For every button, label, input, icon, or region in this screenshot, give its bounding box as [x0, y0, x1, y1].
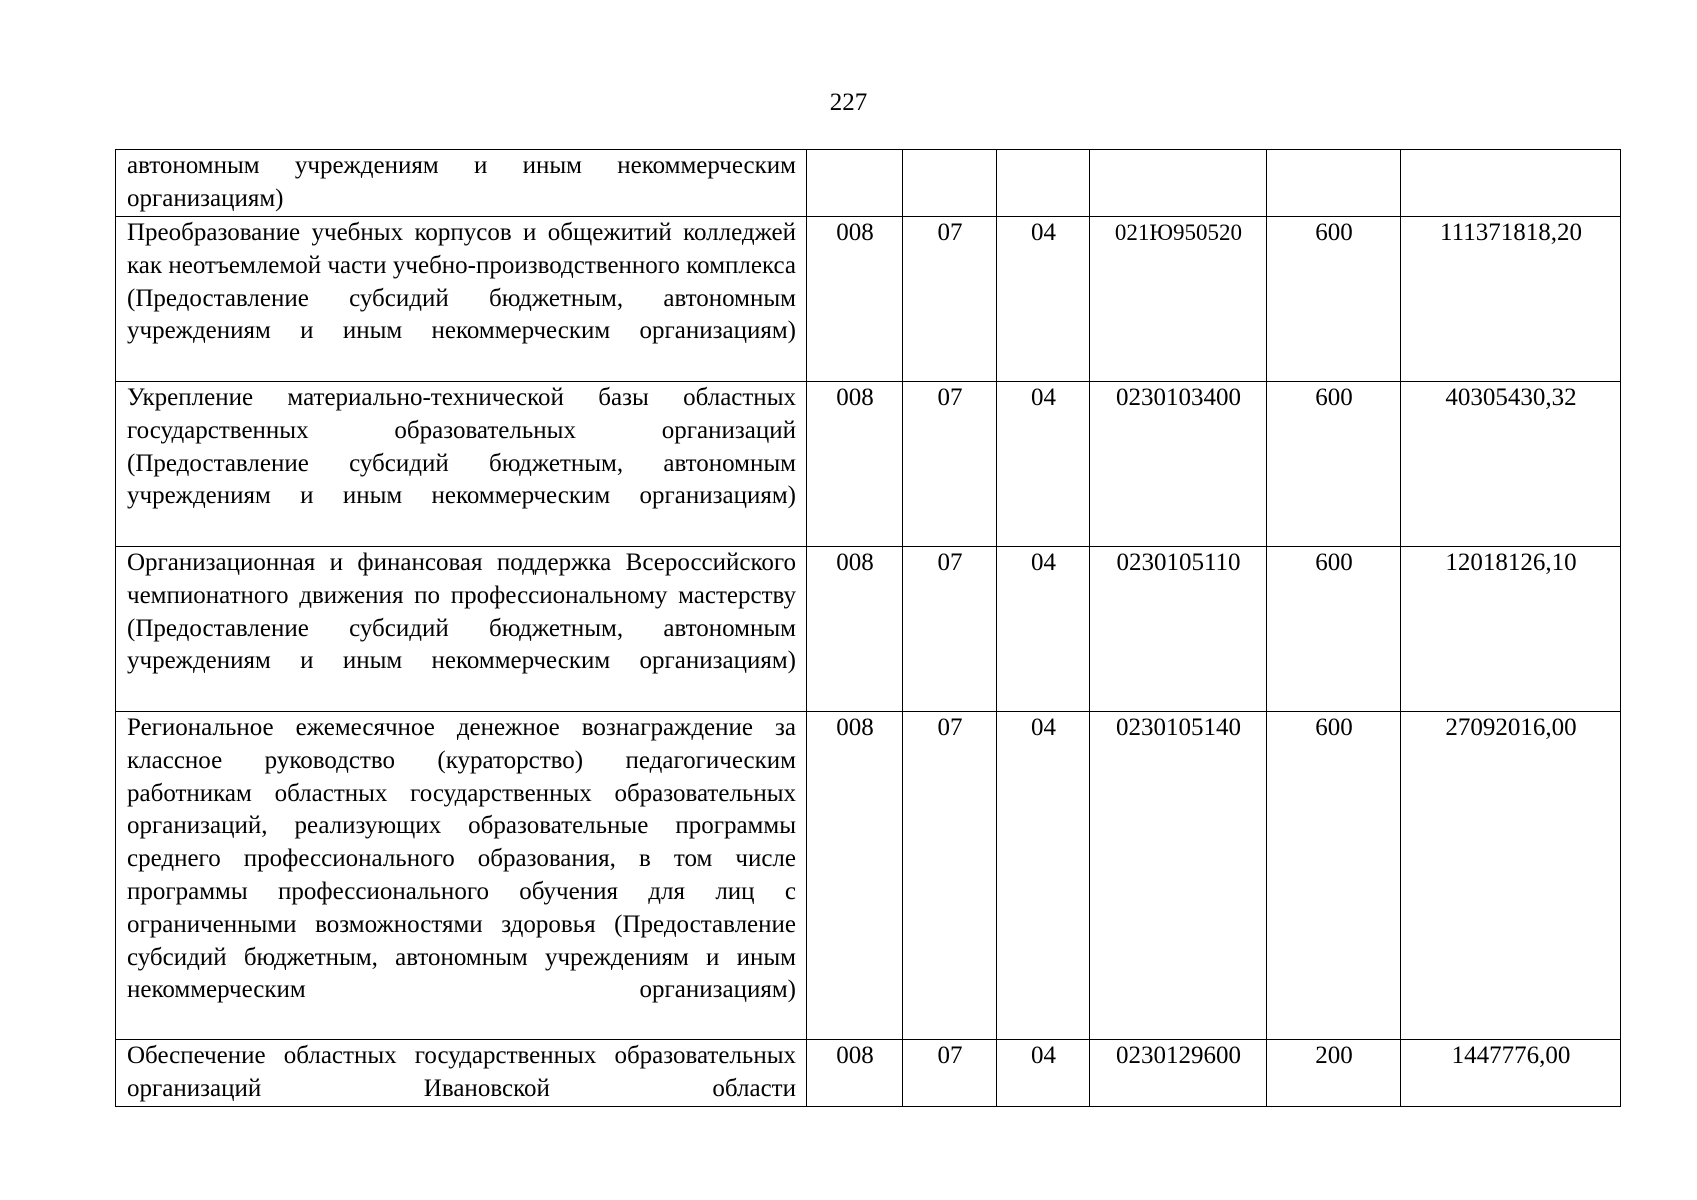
target-article-code	[1090, 150, 1267, 217]
ministry-code: 008	[807, 1040, 903, 1107]
ministry-code	[807, 150, 903, 217]
page-number: 227	[829, 89, 868, 116]
amount-value: 111371818,20	[1401, 217, 1621, 382]
table-row	[116, 382, 1621, 547]
amount-value: 27092016,00	[1401, 712, 1621, 1040]
target-article-code: 0230129600	[1090, 1040, 1267, 1107]
expense-type-code	[1267, 150, 1401, 217]
row-description: Региональное ежемесячное денежное вознаграждение за классное руководство (кураторство) педагогическим работникам областных государственных образовательных организаций, реализующих образовательные программы среднего профессионального образования, в том числе программы профессионального обучения для лиц с ограниченными возможностями здоровья (Предоставление субсидий бюджетным, автономным учреждениям и иным некоммерческим организациям)	[116, 712, 807, 1040]
target-article-code: 0230103400	[1090, 382, 1267, 547]
table-row	[116, 217, 1621, 382]
budget-table	[115, 149, 1621, 1107]
target-article-code: 0230105140	[1090, 712, 1267, 1040]
table-row	[116, 1040, 1621, 1107]
table-row	[116, 150, 1621, 217]
expense-type-code: 600	[1267, 712, 1401, 1040]
section-code: 07	[903, 217, 997, 382]
amount-value: 40305430,32	[1401, 382, 1621, 547]
expense-type-code: 200	[1267, 1040, 1401, 1107]
subsection-code: 04	[997, 217, 1090, 382]
ministry-code: 008	[807, 217, 903, 382]
amount-value: 12018126,10	[1401, 547, 1621, 712]
row-description: Обеспечение областных государственных образовательных организаций Ивановской области	[116, 1040, 807, 1107]
section-code: 07	[903, 712, 997, 1040]
section-code: 07	[903, 1040, 997, 1107]
row-description: Преобразование учебных корпусов и общежитий колледжей как неотъемлемой части учебно-производственного комплекса (Предоставление субсидий бюджетным, автономным учреждениям и иным некоммерческим организациям)	[116, 217, 807, 382]
section-code: 07	[903, 547, 997, 712]
row-description: Укрепление материально-технической базы областных государственных образовательных организаций (Предоставление субсидий бюджетным, автономным учреждениям и иным некоммерческим организациям)	[116, 382, 807, 547]
section-code	[903, 150, 997, 217]
expense-type-code: 600	[1267, 217, 1401, 382]
ministry-code: 008	[807, 382, 903, 547]
table-row	[116, 712, 1621, 1040]
row-description: Организационная и финансовая поддержка Всероссийского чемпионатного движения по профессиональному мастерству (Предоставление субсидий бюджетным, автономным учреждениям и иным некоммерческим организациям)	[116, 547, 807, 712]
subsection-code: 04	[997, 1040, 1090, 1107]
ministry-code: 008	[807, 712, 903, 1040]
subsection-code: 04	[997, 382, 1090, 547]
section-code: 07	[903, 382, 997, 547]
table-row	[116, 547, 1621, 712]
expense-type-code: 600	[1267, 547, 1401, 712]
subsection-code	[997, 150, 1090, 217]
subsection-code: 04	[997, 547, 1090, 712]
row-description: автономным учреждениям и иным некоммерческим организациям)	[116, 150, 807, 217]
target-article-code: 021Ю950520	[1090, 217, 1267, 382]
expense-type-code: 600	[1267, 382, 1401, 547]
ministry-code: 008	[807, 547, 903, 712]
amount-value: 1447776,00	[1401, 1040, 1621, 1107]
target-article-code: 0230105110	[1090, 547, 1267, 712]
subsection-code: 04	[997, 712, 1090, 1040]
amount-value	[1401, 150, 1621, 217]
